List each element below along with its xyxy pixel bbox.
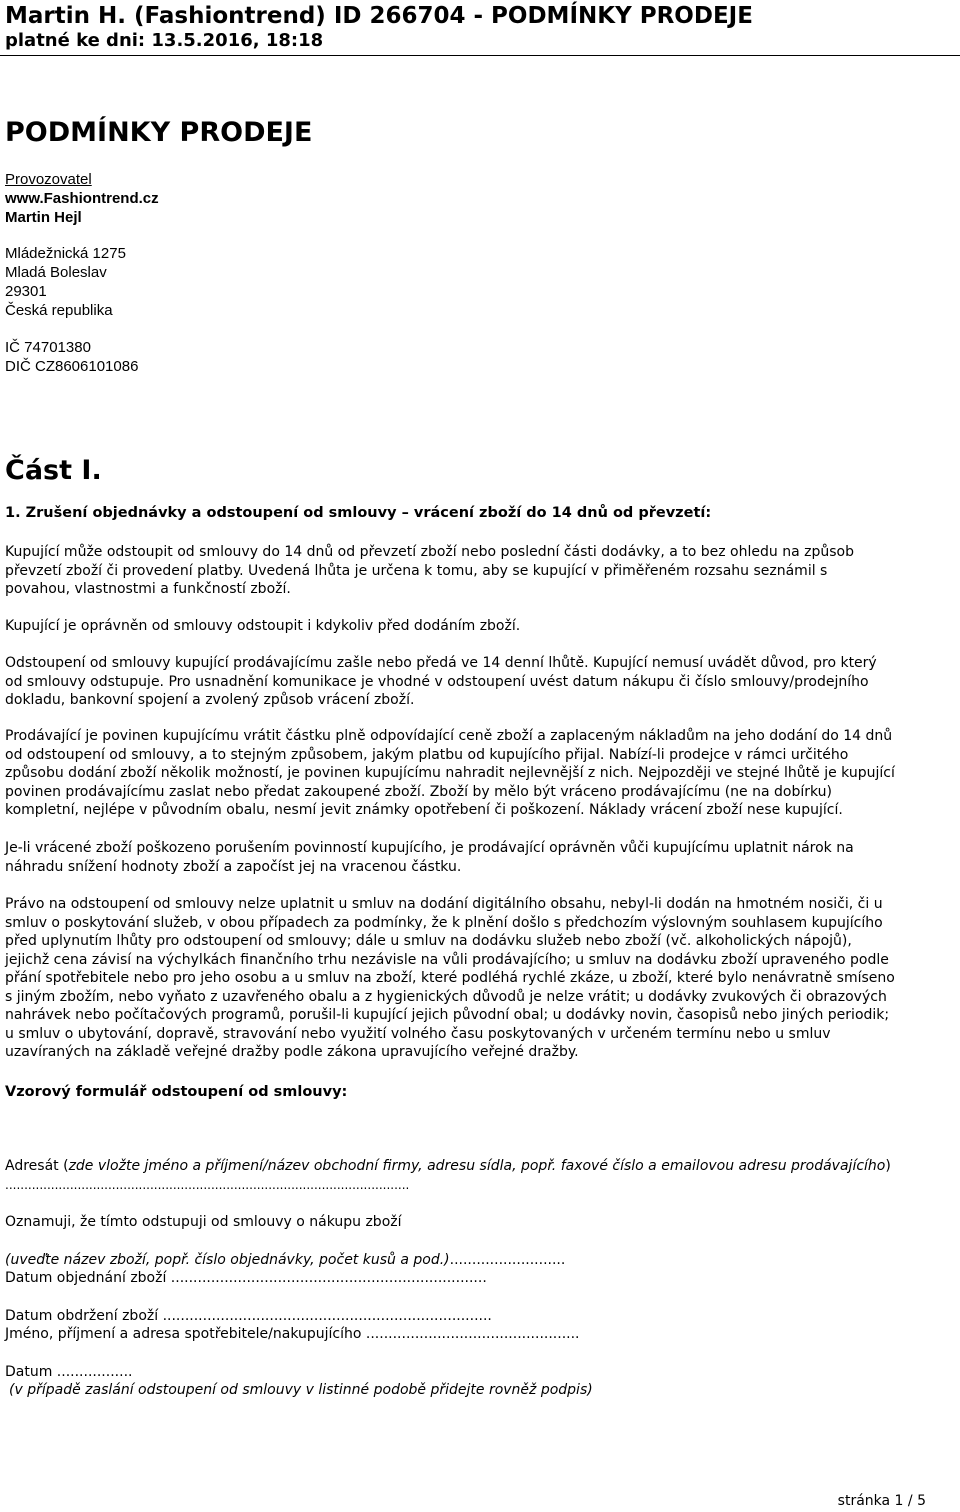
- operator-dic: DIČ CZ8606101086: [5, 358, 139, 375]
- form-addressee: [5, 1157, 891, 1176]
- form-receipt-date: Datum obdržení zboží ..........................................................................: [5, 1308, 492, 1324]
- text-line: dokladu, bankovní spojení a zvolený způsob vrácení zboží.: [5, 692, 415, 708]
- operator-country: Česká republika: [5, 302, 113, 319]
- text-line: převzetí zboží či provedení platby. Uvedená lhůta je určena k tomu, aby se kupující v přiměřeném rozsahu seznámil s: [5, 562, 828, 579]
- text-line: Právo na odstoupení od smlouvy nelze uplatnit u smluv na dodání digitálního obsahu, nebyl-li dodán na hmotném nosiči, či u: [5, 896, 883, 912]
- text-line: Odstoupení od smlouvy kupující prodávajícímu zašle nebo předá ve 14 denní lhůtě. Kupující nemusí uvádět důvod, pro který: [5, 655, 877, 671]
- text-line: Prodávající je povinen kupujícímu vrátit částku plně odpovídající ceně zboží a zaplaceným nákladům na jeho dodání do 14 dnů: [5, 728, 893, 744]
- form-consumer: Jméno, příjmení a adresa spotřebitele/nakupujícího ................................................: [5, 1326, 580, 1342]
- text-line: povinen prodávajícímu zaslat nebo předat zakoupené zboží. Zboží by mělo být vráceno prodávajícímu (ne na dobírku): [5, 783, 833, 800]
- form-notice: Oznamuji, že tímto odstupuji od smlouvy o nákupu zboží: [5, 1214, 402, 1230]
- form-date: Datum .................: [5, 1364, 133, 1380]
- addressee-hint: zde vložte jméno a příjmení/název obchodní firmy, adresu sídla, popř. faxové číslo a emailovou adresu prodávajícího: [68, 1158, 886, 1174]
- text-line: kompletní, nejlépe v původním obalu, nesmí jevit známky opotřebení či poškození. Náklady vrácení zboží nese kupující.: [5, 802, 843, 818]
- text-line: Kupující může odstoupit od smlouvy do 14 dnů od převzetí zboží nebo poslední části dodávky, a to bez ohledu na způsob: [5, 544, 854, 560]
- text-line: uzavíraných na základě veřejné dražby podle zákona upravujícího veřejné dražby.: [5, 1044, 579, 1060]
- form-goods: [5, 1251, 565, 1270]
- section-1-title: 1. Zrušení objednávky a odstoupení od smlouvy – vrácení zboží do 14 dnů od převzetí:: [5, 505, 712, 521]
- text-line: smluv o poskytování služeb, v obou případech za podmínky, že k plnění došlo s předchozím výslovným souhlasem kupujícího: [5, 914, 883, 931]
- form-signature-note: (v případě zaslání odstoupení od smlouvy v listinné podobě přidejte rovněž podpis): [9, 1382, 593, 1398]
- page-number: stránka 1 / 5: [837, 1493, 926, 1509]
- operator-website: www.Fashiontrend.cz: [5, 190, 159, 207]
- addressee-dots: ..........................................................................................................: [5, 1178, 410, 1192]
- text-line: náhradu snížení hodnoty zboží a započíst jej na vracenou částku.: [5, 858, 462, 875]
- text-line: před uplynutím lhůty pro odstoupení od smlouvy; dále u smluv na dodávku služeb nebo zboží (vč. alkoholických nápojů),: [5, 933, 852, 949]
- addressee-close: ): [885, 1158, 891, 1174]
- text-line: jejichž cena závisí na výchylkách finančního trhu nezávisle na vůli prodávajícího; u smluv na dodávku zboží upraveného podle: [5, 951, 889, 968]
- operator-name: Martin Hejl: [5, 209, 82, 226]
- operator-label: Provozovatel: [5, 171, 92, 188]
- form-order-date: Datum objednání zboží .......................................................................: [5, 1270, 487, 1286]
- text-line: přání spotřebitele nebo pro jeho osobu a u smluv na zboží, které podléhá rychlé zkáze, u zboží, které bylo nenávratně smíseno: [5, 970, 895, 986]
- text-line: nahrávek nebo počítačových programů, porušil-li kupující jejich původní obal; u dodávky novin, časopisů nebo jiných periodik;: [5, 1007, 890, 1023]
- page-title: PODMÍNKY PRODEJE: [5, 117, 313, 148]
- text-line: způsobu dodání zboží několik možností, je povinen kupujícímu nahradit nejlevnější z nich. Nejpozději ve stejné lhůtě je kupující: [5, 765, 895, 781]
- paragraph-damaged-goods: [5, 839, 955, 876]
- part-heading: Část I.: [5, 455, 102, 486]
- form-title: Vzorový formulář odstoupení od smlouvy:: [5, 1084, 348, 1100]
- text-line: Je-li vrácené zboží poškozeno porušením povinností kupujícího, je prodávající oprávněn vůči kupujícímu uplatnit nárok na: [5, 840, 854, 856]
- text-line: s jiným zbožím, nebo vyňato z uzavřeného obalu a z hygienických důvodů je nelze vrátit; u dodávky zvukových či obrazových: [5, 988, 887, 1005]
- text-line: povahou, vlastnostmi a funkčností zboží.: [5, 581, 291, 597]
- addressee-label: Adresát (: [5, 1158, 69, 1174]
- goods-dots: ..........................: [449, 1252, 566, 1268]
- operator-ico: IČ 74701380: [5, 339, 91, 356]
- operator-street: Mládežnická 1275: [5, 245, 126, 262]
- text-line: u smluv o ubytování, dopravě, stravování nebo využití volného času poskytovaných v určeném termínu nebo u smluv: [5, 1025, 831, 1042]
- header-divider: [0, 55, 960, 56]
- goods-hint: (uveďte název zboží, popř. číslo objednávky, počet kusů a pod.): [5, 1252, 450, 1268]
- paragraph-withdrawal-right: [5, 543, 955, 599]
- header-title: Martin H. (Fashiontrend) ID 266704 - PODMÍNKY PRODEJE: [5, 3, 753, 29]
- text-line: Kupující je oprávněn od smlouvy odstoupit i kdykoliv před dodáním zboží.: [5, 618, 521, 634]
- text-line: od odstoupení od smlouvy, a to stejným způsobem, jakým platbu od kupujícího přijal. Nabízí-li prodejce v rámci určitého: [5, 746, 849, 763]
- paragraph-withdrawal-notice: [5, 654, 955, 710]
- paragraph-before-delivery: [5, 617, 955, 636]
- document-header: [5, 0, 955, 52]
- paragraph-refund: [5, 727, 955, 820]
- text-line: od smlouvy odstupuje. Pro usnadnění komunikace je vhodné v odstoupení uvést datum nákupu či číslo smlouvy/prodejního: [5, 673, 869, 690]
- paragraph-exceptions: [5, 895, 955, 1062]
- header-valid-date: platné ke dni: 13.5.2016, 18:18: [5, 30, 324, 51]
- operator-city: Mladá Boleslav: [5, 264, 107, 281]
- operator-zip: 29301: [5, 283, 47, 300]
